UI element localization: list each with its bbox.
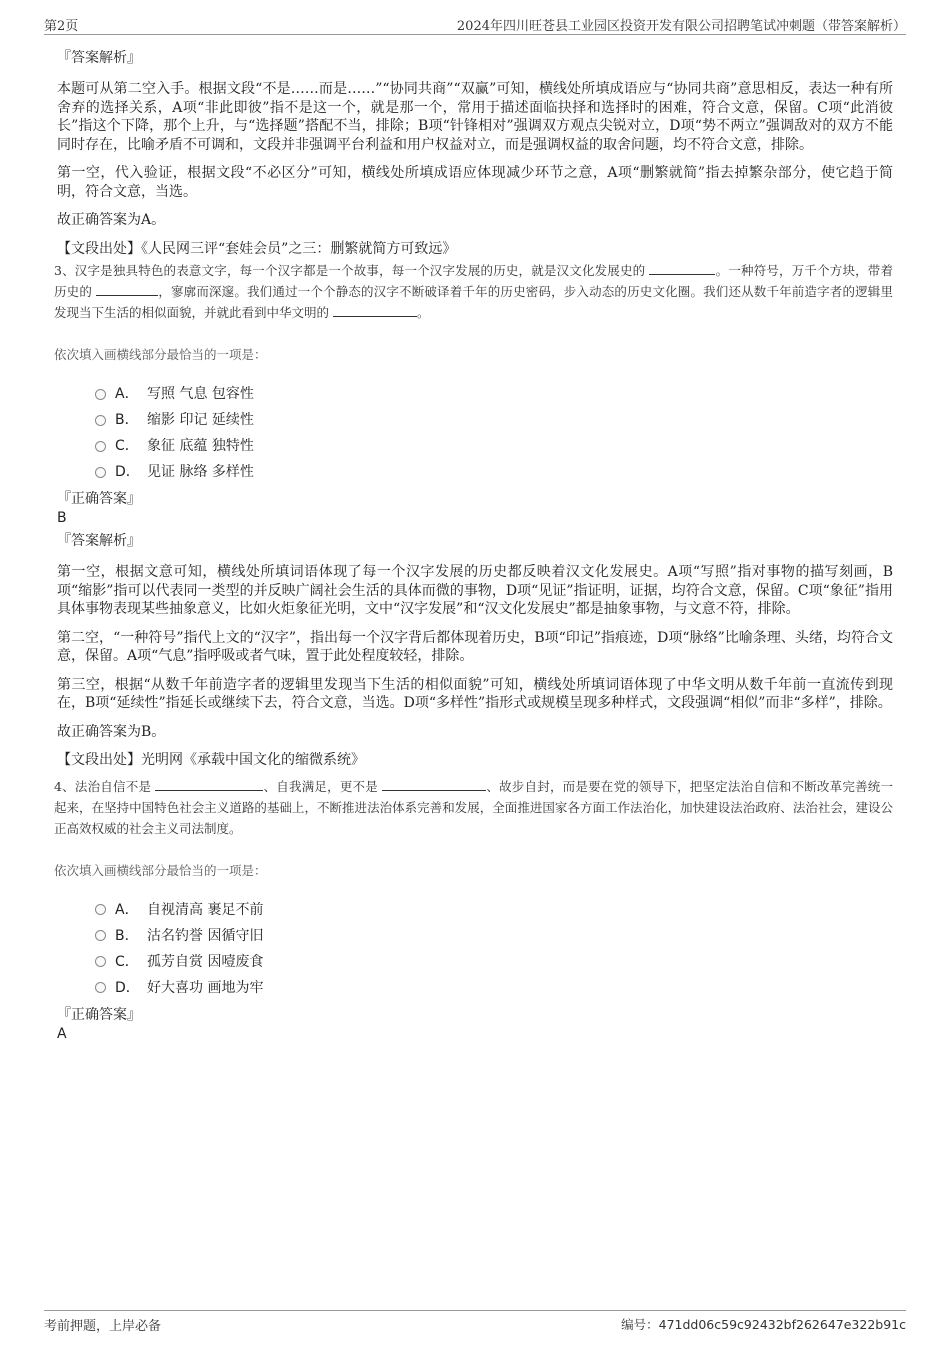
q3-option-a[interactable]: A． 写照 气息 包容性: [95, 381, 893, 407]
q2-conclusion: 故正确答案为A。: [57, 212, 166, 228]
page-header: [44, 14, 906, 35]
q4-options: [95, 897, 893, 1001]
q4-option-c[interactable]: C． 孤芳自赏 因噎废食: [95, 949, 893, 975]
radio-button[interactable]: [95, 415, 106, 426]
q3-option-c[interactable]: C． 象征 底蕴 独特性: [95, 433, 893, 459]
radio-button[interactable]: [95, 467, 106, 478]
q3-correct-label: 『正确答案』: [57, 491, 141, 507]
q4-prompt: 依次填入画横线部分最恰当的一项是：: [54, 862, 267, 878]
page-number: 第2页: [44, 19, 79, 34]
q3-source: 【文段出处】光明网《承载中国文化的缩微系统》: [57, 752, 365, 768]
q4-correct-label: 『正确答案』: [57, 1006, 141, 1023]
radio-button[interactable]: [95, 982, 106, 993]
q4-correct-answer: A: [57, 1025, 67, 1042]
main-content: [54, 48, 893, 1047]
q2-analysis-paragraph: 本题可从第二空入手。根据文段“不是……而是……”“协同共商”“双赢”可知，横线处所填成语应与“协同共商”意思相反，表达一种有所舍弃的选择关系，A项“非此即彼”指不是这一个，就是那一个，常用于描述面临抉择和选择时的困难，符合文意，保留。C项“此消彼长”指这个下降，那个上升，与“选择题”搭配不当，排除；B项“针锋相对”强调双方观点尖锐对立，D项“势不两立”强调敌对的双方不能同时存在，比喻矛盾不可调和，文段并非强调平台利益和用户权益对立，而是强调权益的取舍问题，均不符合文意，排除。: [57, 81, 893, 153]
q3-option-b[interactable]: B． 缩影 印记 延续性: [95, 407, 893, 433]
q3-option-d[interactable]: D． 见证 脉络 多样性: [95, 459, 893, 485]
blank-line: [333, 304, 417, 317]
q3-analysis-label: 『答案解析』: [57, 533, 141, 549]
blank-line: [382, 778, 486, 791]
q4-option-b[interactable]: B． 沽名钓誉 因循守旧: [95, 923, 893, 949]
blank-line: [649, 262, 715, 275]
radio-button[interactable]: [95, 389, 106, 400]
q2-analysis-paragraph: 第一空，代入验证，根据文段“不必区分”可知，横线处所填成语应体现减少环节之意，A项“删繁就简”指去掉繁杂部分，使它趋于简明，符合文意，当选。: [57, 165, 893, 200]
blank-line: [155, 778, 263, 791]
q2-source: 【文段出处】《人民网三评“套娃会员”之三：删繁就简方可致远》: [57, 240, 457, 257]
q4-option-a[interactable]: A． 自视清高 裹足不前: [95, 897, 893, 923]
q3-prompt: 依次填入画横线部分最恰当的一项是：: [54, 347, 267, 362]
q4-option-d[interactable]: D． 好大喜功 画地为牢: [95, 975, 893, 1001]
blank-line: [96, 283, 158, 296]
document-id: 编号：471dd06c59c92432bf262647e322b91c: [621, 1317, 906, 1332]
q3-analysis-paragraph: 第一空，根据文意可知，横线处所填词语体现了每一个汉字发展的历史都反映着汉文化发展史。A项“写照”指对事物的描写刻画，B项“缩影”指可以代表同一类型的并反映广阔社会生活的具体而微的事物，D项“见证”指证明，证据，均符合文意，保留。C项“象征”指用具体事物表现某些抽象意义，比如火炬象征光明，文中“汉字发展”和“汉文化发展史”都是抽象事物，与文意不符，排除。: [57, 564, 893, 617]
q3-analysis-paragraph: 第三空，根据“从数千年前造字者的逻辑里发现当下生活的相似面貌”可知，横线处所填词语体现了中华文明从数千年前一直流传到现在，B项“延续性”指延长或继续下去，符合文意，当选。D项“多样性”指形式或规模呈现多种样式，文段强调“相似”而非“多样”，排除。: [57, 676, 893, 711]
q3-conclusion: 故正确答案为B。: [57, 723, 166, 740]
page-footer: [44, 1310, 906, 1335]
q3-correct-answer: B: [57, 510, 67, 526]
radio-button[interactable]: [95, 956, 106, 967]
q4-stem: 4、法治自信不是 、自我满足，更不是 、故步自封，而是要在党的领导下，把坚定法治自信和不断改革完善统一起来，在坚持中国特色社会主义道路的基础上，不断推进法治体系完善和发展，全面推进国家各方面工作法治化，加快建设法治政府、法治社会，建设公正高效权威的社会主义司法制度。: [54, 778, 893, 836]
q2-analysis-label: 『答案解析』: [57, 50, 141, 66]
q3-stem: 3、汉字是独具特色的表意文字，每一个汉字都是一个故事，每一个汉字发展的历史，就是汉文化发展史的 。一种符号，万千个方块，带着历史的 ，寥廓而深邃。我们通过一个个静态的汉字不断破译着千年的历史密码，步入动态的历史文化圈。我们还从数千年前造字者的逻辑里发现当下生活的相似面貌，并就此看到中华文明的 。: [54, 263, 893, 320]
footer-slogan: 考前押题，上岸必备: [44, 1319, 162, 1334]
q3-options: [95, 381, 893, 485]
radio-button[interactable]: [95, 904, 106, 915]
radio-button[interactable]: [95, 930, 106, 941]
radio-button[interactable]: [95, 441, 106, 452]
q3-analysis-paragraph: 第二空，“一种符号”指代上文的“汉字”，指出每一个汉字背后都体现着历史，B项“印记”指痕迹，D项“脉络”比喻条理、头绪，均符合文意，保留。A项“气息”指呼吸或者气味，置于此处程度较轻，排除。: [57, 629, 893, 664]
document-title: 2024年四川旺苍县工业园区投资开发有限公司招聘笔试冲刺题（带答案解析）: [456, 19, 906, 34]
